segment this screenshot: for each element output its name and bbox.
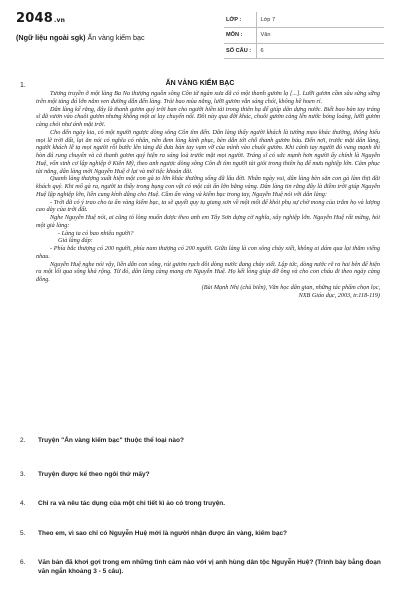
subject-prefix: (Ngữ liệu ngoài sgk) — [16, 33, 86, 42]
question-number: 2. — [20, 437, 26, 444]
passage-paragraph: - Làng ta có bao nhiêu người? — [58, 229, 134, 237]
info-label: SỐ CÂU : — [224, 43, 256, 59]
info-row-subject — [224, 28, 384, 44]
question-number: 5. — [20, 530, 26, 537]
info-label: MÔN : — [224, 28, 256, 44]
info-table — [224, 12, 384, 59]
passage-paragraph: Dân làng kể rằng, đây là thanh gươm quý trời ban cho người hiền tài trong thiên hạ để giúp dân dựng nước. Biết bao bàn tay tráng sĩ đã vươn vào chuôi gươm nhưng không một ai lay chuyển nổi. Đôi này qua đời khác, chuôi gươm càng lên nước bóng loáng, lưỡi gươm càng chói như ánh mặt trời. — [36, 105, 380, 128]
logo-suffix: .vn — [53, 17, 66, 24]
worksheet-subject — [16, 33, 145, 42]
logo-text: 2048 — [16, 11, 53, 26]
info-value: Văn — [256, 28, 384, 44]
passage-paragraph: Tương truyền ở một làng Ba Na thượng nguồn sông Côn từ ngàn xưa đã có một thanh gươm lạ [...]. Lưỡi gươm cầm sâu sừng sững trên một tảng đá lớn nằm ven đường dẫn đến làng. Trải bao mùa nắng, lưỡi gươm vẫn sáng chói, không hề hoen rỉ. — [36, 90, 380, 105]
passage-paragraph: - Trời đã có ý trao cho ta ấn vàng kiếm bạc, ta sẽ quyết quy tụ giang sơn về một mối để khỏi phụ sự chờ mong của trăm họ và lượng cao dày của trời đất. — [36, 198, 380, 214]
passage-citation: (Bùi Mạnh Nhị (chủ biên), Văn học dân gian, những tác phẩm chọn lọc, — [201, 283, 380, 291]
passage-paragraph: - Phía bắc thượng có 200 người, phía nam thượng có 200 người. Giữa làng là con sông chảy xiết, không ai dám qua lại thăm viếng nhau. — [36, 245, 380, 260]
question-number: 6. — [20, 559, 26, 566]
info-value: 6 — [256, 43, 384, 59]
info-value: Lớp 7 — [256, 12, 384, 28]
question-number: 3. — [20, 471, 26, 478]
passage-paragraph: Nghe Nguyễn Huệ nói, ai cũng tỏ lòng muốn được theo anh em Tây Sơn dựng cờ nghĩa, xây nghiệp lớn. Nguyễn Huệ rất mừng, hỏi một già làng: — [36, 214, 380, 229]
passage-citation: NXB Giáo dục, 2003, tr.118-119) — [298, 291, 380, 299]
reading-passage — [36, 90, 380, 299]
passage-paragraph: Cho đến ngày kia, có một người ngược dòng sông Côn tìm đến. Dân làng thấy người khách là tướng mạo khác thường, thông hiểu mọi lẽ trời đất, lại ăn nói có nghĩa có nhân, nên đem lòng kính phục, bèn dẫn tới chỗ thanh gươm báu. Đến nơi, trước mặt dân làng, người khách lễ tạ mọi người rồi bước lên tảng đá đưa bàn tay vạm vỡ của mình vào chuôi gươm. Khi cánh tay người đó vung mạnh thì hòn đá rung chuyển và cả thanh gươm quý hiện ra sáng loà trước mặt mọi người. Tráng sĩ có sức mạnh hơn người ấy chính là Nguyễn Huệ, vốn sinh cơ lập nghiệp ở Kiên Mỹ, theo anh ngược dòng sông Côn đi tìm người tài giỏi trong thiên hạ để mưu nghiệp lớn. Cảm phục tài năng, dân làng mời Nguyễn Huệ ở lại và mở tiệc khoản đãi. — [36, 128, 380, 175]
question-text: Truyện "Ấn vàng kiếm bạc" thuộc thể loại nào? — [38, 437, 184, 444]
page-header — [0, 0, 400, 64]
info-row-class — [224, 12, 384, 28]
question-number: 1. — [20, 82, 26, 89]
info-label: LỚP : — [224, 12, 256, 28]
subject-title: Ấn vàng kiếm bạc — [87, 33, 145, 42]
site-logo[interactable] — [16, 11, 65, 26]
passage-paragraph: Già làng đáp: — [58, 237, 93, 245]
passage-paragraph: Quanh làng thượng xuất hiện một con gà to lớn khác thường sống đã lâu đời. Nhân ngày vui, dân làng bèn săn con gà làm thịt đãi khách quý. Khi mổ gà ra, người ta thấy trong bụng con vật có một cái ấn lớn bằng vàng. Dân làng tin rằng đây là điềm trời giúp Nguyễn Huệ lập nghiệp lớn, liền cung kính dâng cho Huệ. Cầm ấn vàng và kiếm bạc trong tay, Nguyễn Huệ nói với dân làng: — [36, 175, 380, 198]
question-text: Chỉ ra và nêu tác dụng của một chi tiết kì ảo có trong truyện. — [38, 500, 226, 507]
passage-title: ẤN VÀNG KIẾM BẠC — [165, 80, 235, 87]
question-text: Theo em, vì sao chỉ có Nguyễn Huệ mới là người nhận được ấn vàng, kiếm bạc? — [38, 530, 288, 537]
question-number: 4. — [20, 500, 26, 507]
passage-paragraph: Nguyễn Huệ nghe nói vậy, liền dẫn con sông, rút gươm rạch đôi dòng nước đang chảy xiết. Lập tức, dòng nước rẽ ra hai bên để hiện ra một lối qua sông khá rộng. Từ đó, dân làng càng mang ơn Nguyễn Huệ. Họ kết lòng giúp đỡ ông và cho con cháu đi theo ngày càng đông. — [36, 260, 380, 283]
question-text: Truyện được kể theo ngôi thứ mấy? — [38, 471, 150, 478]
info-row-count — [224, 43, 384, 59]
question-text: Văn bản đã khơi gợi trong em những tình cảm nào với vị anh hùng dân tộc Nguyễn Huệ? (Trình bày bằng đoạn văn ngắn khoảng 3 - 5 câu). — [38, 559, 381, 575]
